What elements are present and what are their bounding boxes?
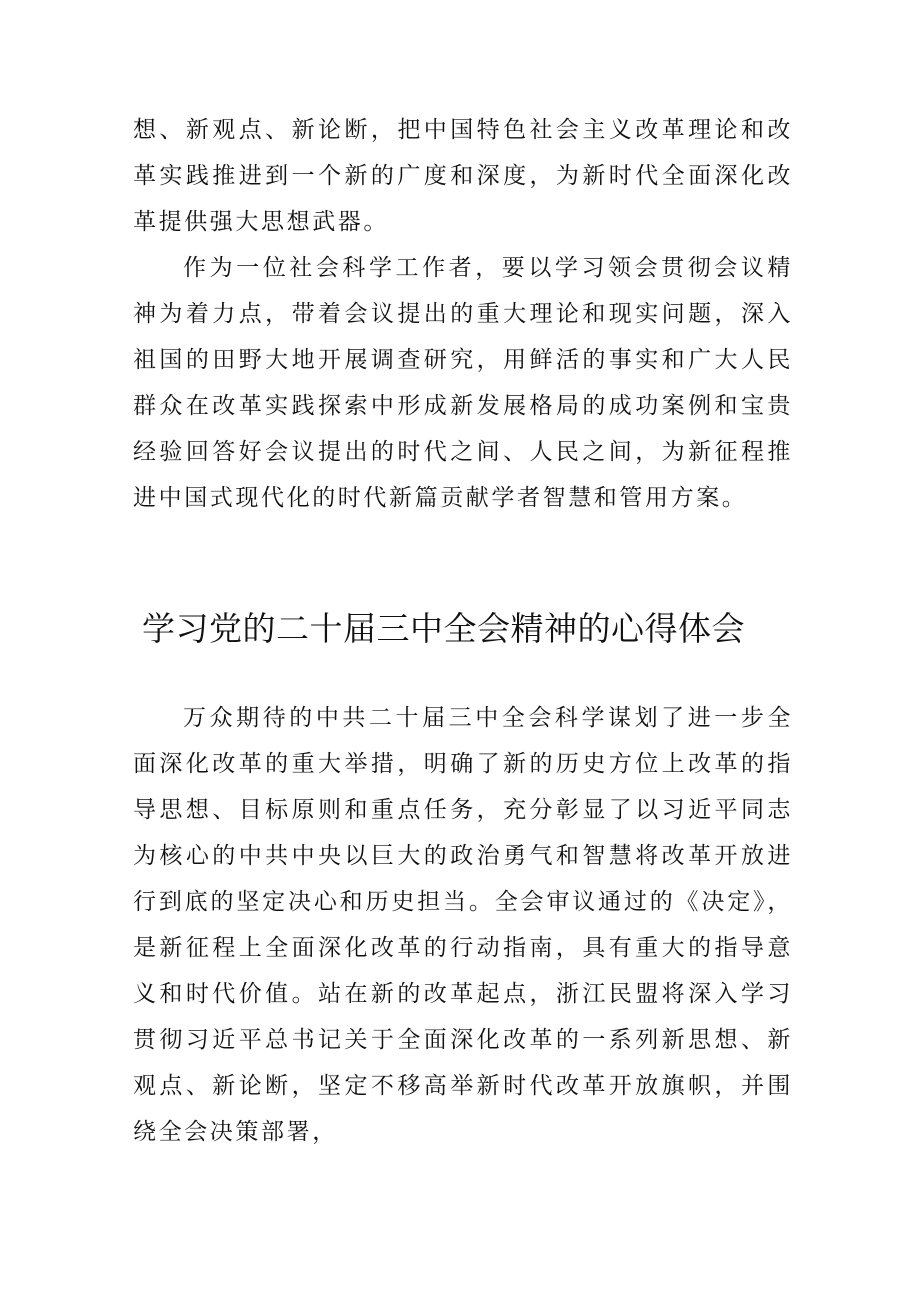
paragraph-scholar: 作为一位社会科学工作者，要以学习领会贯彻会议精神为着力点，带着会议提出的重大理论和现实问题，深入祖国的田野大地开展调查研究，用鲜活的事实和广大人民群众在改革实践探索中形成新发展格局的成功案例和宝贵经验回答好会议提出的时代之间、人民之间，为新征程推进中国式现代化的时代新篇贡献学者智慧和管用方案。	[133, 255, 793, 511]
section-title: 学习党的二十届三中全会精神的心得体会	[142, 609, 745, 648]
paragraph-section-intro: 万众期待的中共二十届三中全会科学谋划了进一步全面深化改革的重大举措，明确了新的历史方位上改革的指导思想、目标原则和重点任务，充分彰显了以习近平同志为核心的中共中央以巨大的政治勇气和智慧将改革开放进行到底的坚定决心和历史担当。全会审议通过的《决定》，是新征程上全面深化改革的行动指南，具有重大的指导意义和时代价值。站在新的改革起点，浙江民盟将深入学习贯彻习近平总书记关于全面深化改革的一系列新思想、新观点、新论断，坚定不移高举新时代改革开放旗帜，并围绕全会决策部署，	[133, 705, 793, 1145]
paragraph-continued: 想、新观点、新论断，把中国特色社会主义改革理论和改革实践推进到一个新的广度和深度，为新时代全面深化改革提供强大思想武器。	[133, 117, 793, 235]
